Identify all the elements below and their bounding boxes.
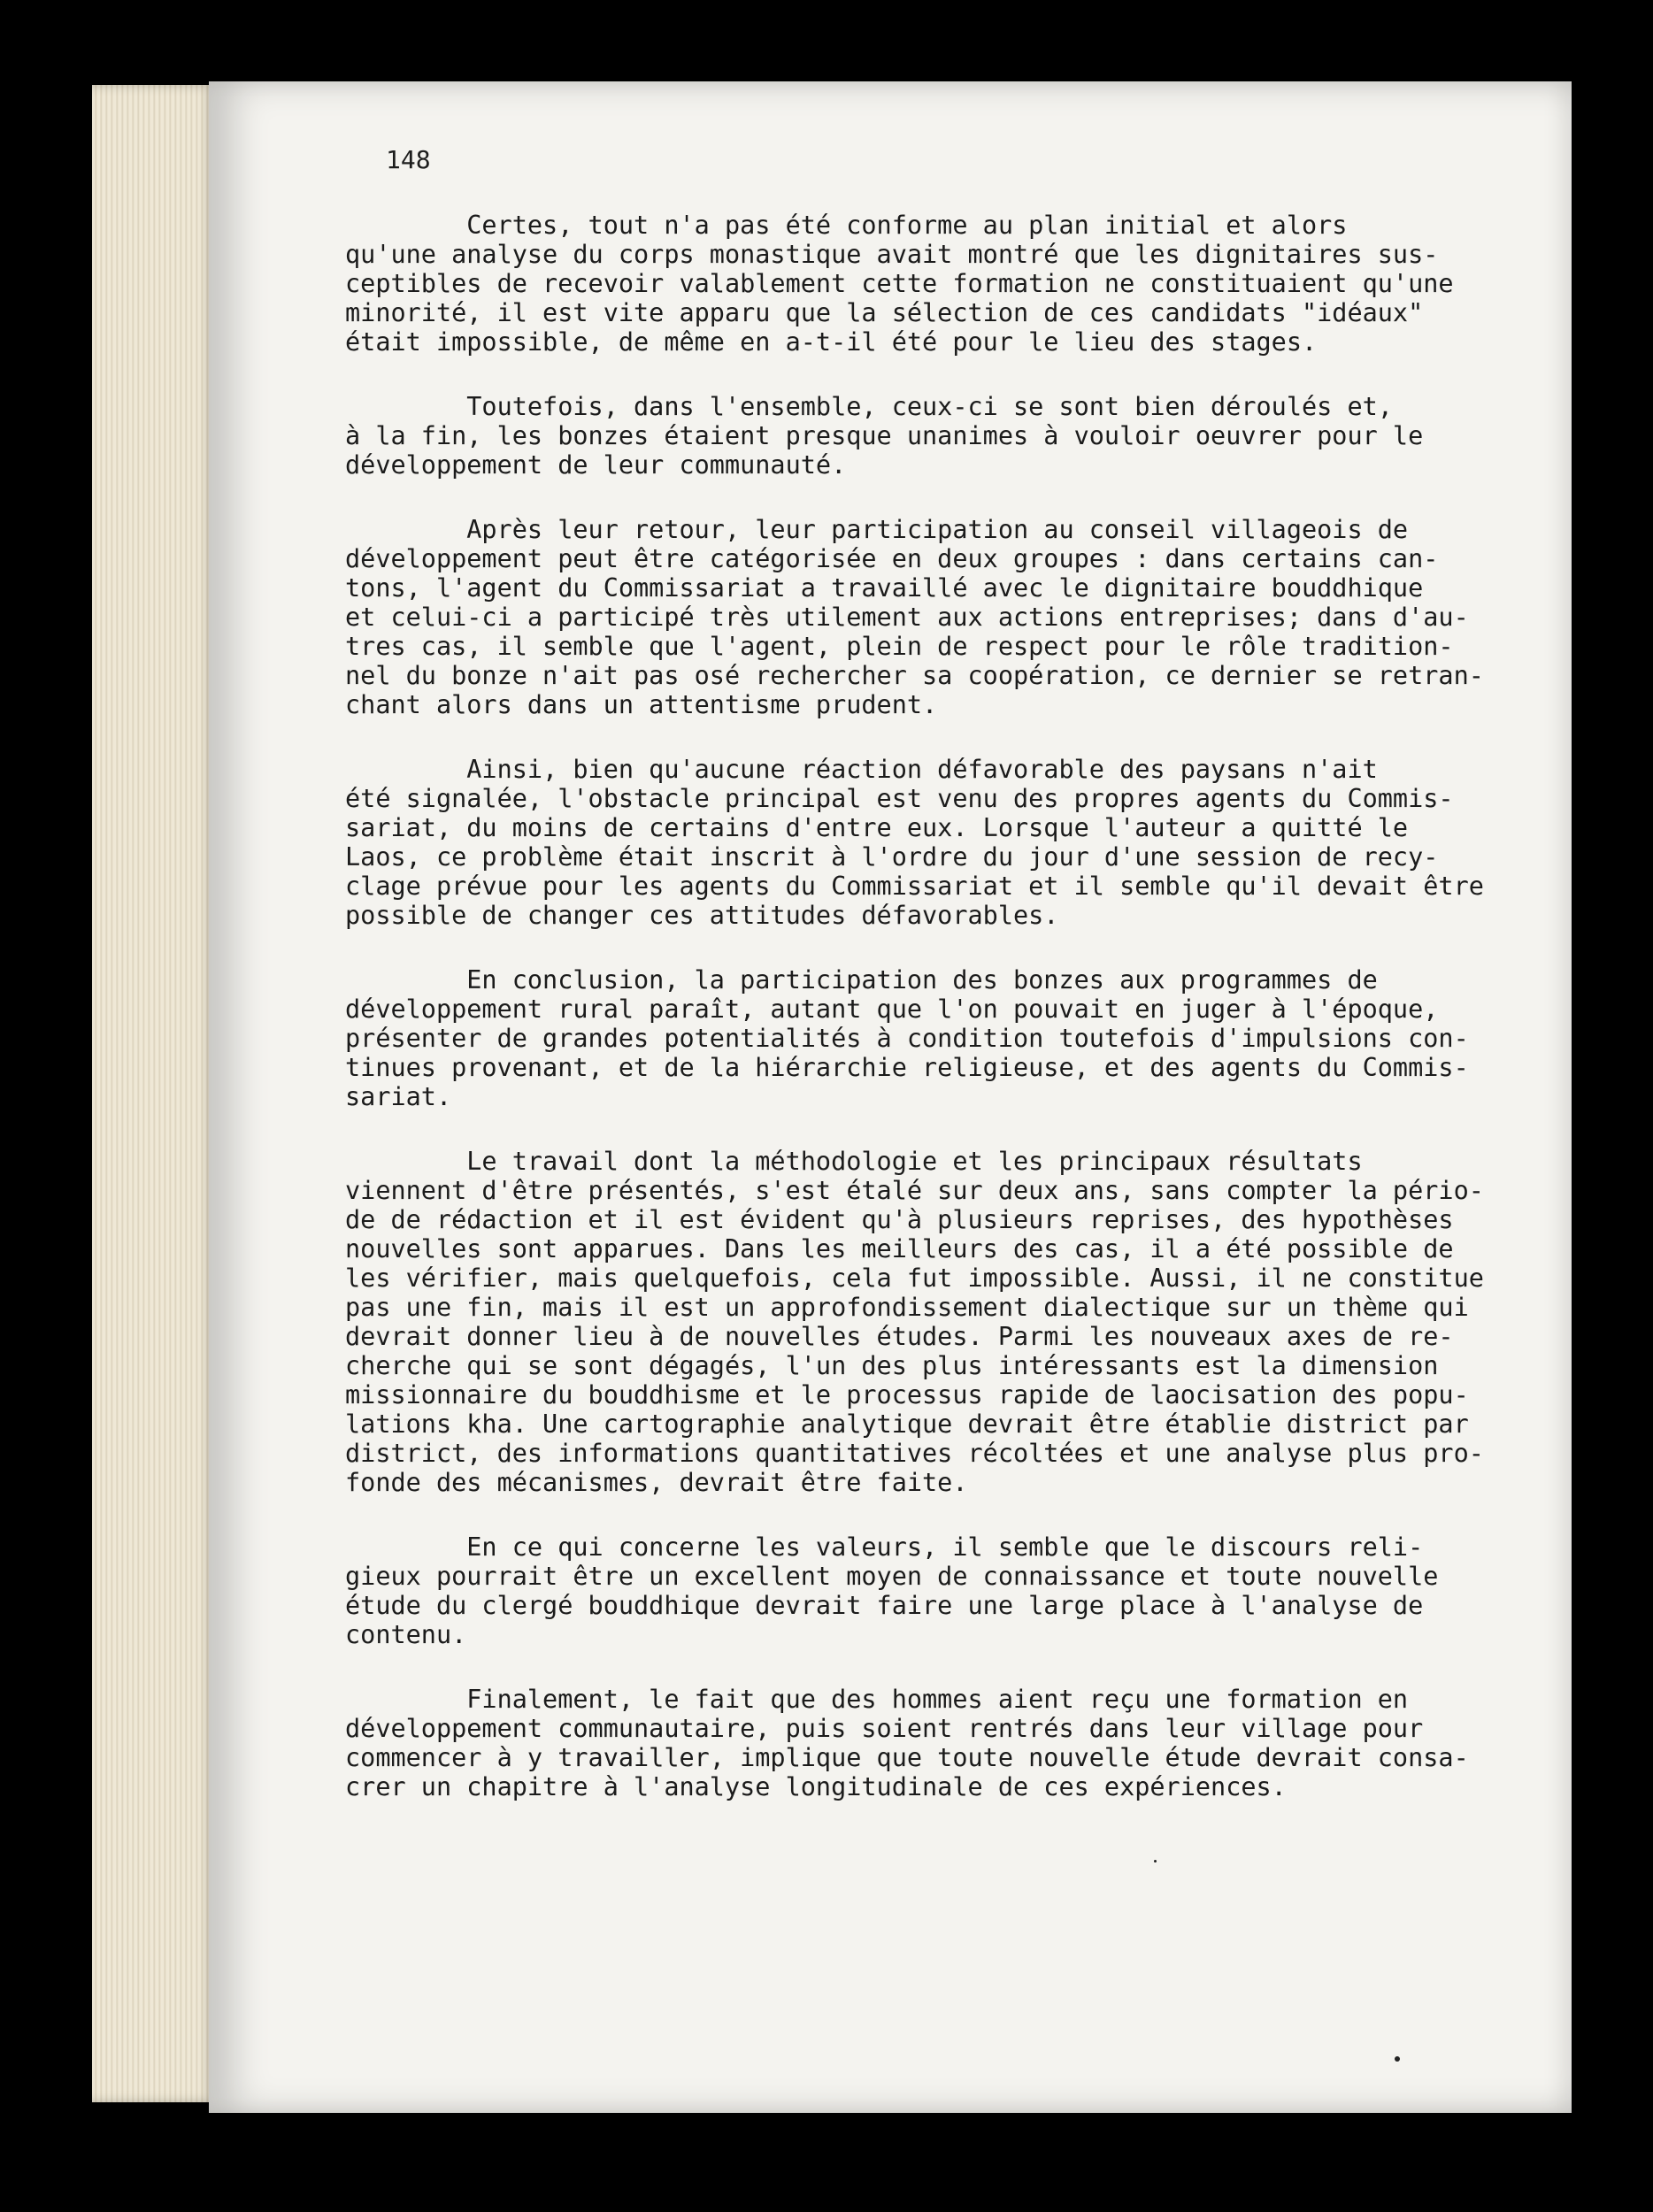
paragraph-6: Le travail dont la méthodologie et les principaux résultats viennent d'être présentés, s'est étalé sur deux ans, sans compter la pério- de de rédaction et il est évident qu'à plusieurs reprises, des hypothèses nouvelles sont apparues. Dans les meilleurs des cas, il a été possible de les vérifier, mais quelquefois, cela fut impossible. Aussi, il ne constitue pas une fin, mais il est un approfondissement dialectique sur un thème qui devrait donner lieu à de nouvelles études. Parmi les nouveaux axes de re- cherche qui se sont dégagés, l'un des plus intéressants est la dimension missionnaire du bouddhisme et le processus rapide de laocisation des popu- lations kha. Une cartographie analytique devrait être établie district par district, des informations quantitatives récoltées et une analyse plus pro- fonde des mécanismes, devrait être faite.: [345, 1147, 1484, 1497]
ink-speck: [1395, 2056, 1400, 2062]
page-number: 148: [386, 145, 431, 174]
ink-speck: [1154, 1860, 1157, 1863]
paragraph-1: Certes, tout n'a pas été conforme au plan initial et alors qu'une analyse du corps monastique avait montré que les dignitaires sus- ceptibles de recevoir valablement cette formation ne constituaient qu'une minorité, il est vite apparu que la sélection de ces candidats "idéaux" était impossible, de même en a-t-il été pour le lieu des stages.: [345, 211, 1454, 357]
book-page: [209, 81, 1572, 2113]
paragraph-3: Après leur retour, leur participation au conseil villageois de développement peut être catégorisée en deux groupes : dans certains can- tons, l'agent du Commissariat a travaillé avec le dignitaire bouddhique et celui-ci a participé très utilement aux actions entreprises; dans d'au- tres cas, il semble que l'agent, plein de respect pour le rôle tradition- nel du bonze n'ait pas osé rechercher sa coopération, ce dernier se retran- chant alors dans un attentisme prudent.: [345, 515, 1484, 719]
book-page-edges: [92, 85, 216, 2102]
paragraph-5: En conclusion, la participation des bonzes aux programmes de développement rural paraît, autant que l'on pouvait en juger à l'époque, présenter de grandes potentialités à condition toutefois d'impulsions con- tinues provenant, et de la hiérarchie religieuse, et des agents du Commis- sariat.: [345, 965, 1469, 1111]
paragraph-2: Toutefois, dans l'ensemble, ceux-ci se sont bien déroulés et, à la fin, les bonzes étaient presque unanimes à vouloir oeuvrer pour le développement de leur communauté.: [345, 392, 1424, 480]
paragraph-4: Ainsi, bien qu'aucune réaction défavorable des paysans n'ait été signalée, l'obstacle principal est venu des propres agents du Commis- sariat, du moins de certains d'entre eux. Lorsque l'auteur a quitté le Laos, ce problème était inscrit à l'ordre du jour d'une session de recy- clage prévue pour les agents du Commissariat et il semble qu'il devait être possible de changer ces attitudes défavorables.: [345, 755, 1484, 930]
paragraph-8: Finalement, le fait que des hommes aient reçu une formation en développement communautaire, puis soient rentrés dans leur village pour commencer à y travailler, implique que toute nouvelle étude devrait consa- crer un chapitre à l'analyse longitudinale de ces expériences.: [345, 1685, 1469, 1801]
body-text: [345, 211, 1557, 1837]
paragraph-7: En ce qui concerne les valeurs, il semble que le discours reli- gieux pourrait être un excellent moyen de connaissance et toute nouvelle étude du clergé bouddhique devrait faire une large place à l'analyse de contenu.: [345, 1532, 1439, 1649]
